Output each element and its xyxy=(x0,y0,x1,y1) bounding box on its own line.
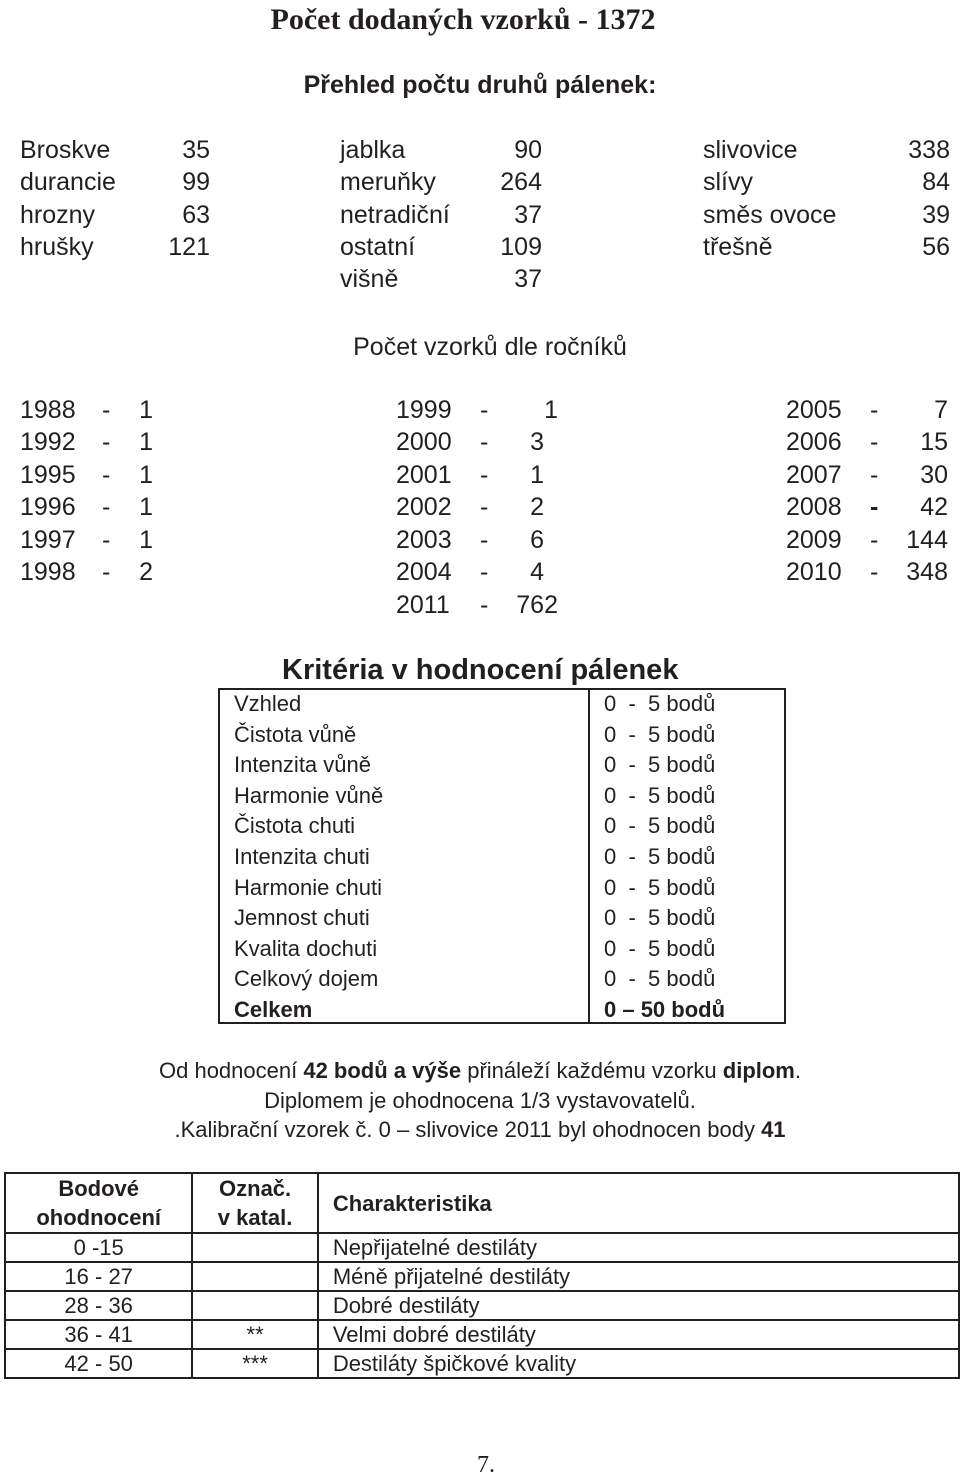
fruit-name: jablka xyxy=(340,136,406,164)
year-dash: - xyxy=(870,461,879,489)
points-range: 16 - 27 xyxy=(5,1262,192,1291)
year-count: 2 xyxy=(139,558,153,586)
criterion-points: 0 - 5 bodů xyxy=(604,722,716,747)
year-count: 3 xyxy=(530,428,544,456)
year-label: 2003 xyxy=(396,526,452,554)
fruit-name: ostatní xyxy=(340,233,416,261)
fruit-count: 109 xyxy=(500,233,542,261)
catalog-mark: *** xyxy=(192,1349,317,1378)
year-label: 2002 xyxy=(396,493,452,521)
fruit-count: 264 xyxy=(500,168,542,196)
table-row xyxy=(5,1291,959,1320)
year-label: 1988 xyxy=(20,396,76,424)
year-count: 1 xyxy=(139,396,153,424)
note-text: .Kalibrační vzorek č. 0 – slivovice 2011 byl ohodnocen body xyxy=(174,1117,762,1142)
year-label: 1992 xyxy=(20,428,76,456)
fruit-name: durancie xyxy=(20,168,116,196)
year-label: 2008 xyxy=(786,493,842,521)
year-dash: - xyxy=(870,558,879,586)
note-emphasis: 42 bodů a výše xyxy=(303,1058,462,1083)
table-row xyxy=(5,1320,959,1349)
year-count: 4 xyxy=(530,558,544,586)
characteristic: Dobré destiláty xyxy=(318,1291,959,1320)
year-count: 2 xyxy=(530,493,544,521)
criterion-name: Vzhled xyxy=(234,691,302,716)
year-dash: - xyxy=(480,558,489,586)
fruit-count: 39 xyxy=(922,201,950,229)
points-range: 36 - 41 xyxy=(5,1320,192,1349)
criterion-points: 0 - 5 bodů xyxy=(604,966,716,991)
fruit-count: 99 xyxy=(182,168,210,196)
year-label: 2011 xyxy=(396,591,450,619)
header-characteristic: Charakteristika xyxy=(318,1173,959,1233)
criteria-divider xyxy=(588,688,590,1024)
year-dash: - xyxy=(480,526,489,554)
year-label: 1999 xyxy=(396,396,452,424)
criterion-points: 0 - 5 bodů xyxy=(604,813,716,838)
characteristic: Destiláty špičkové kvality xyxy=(318,1349,959,1378)
year-dash: - xyxy=(102,461,111,489)
header-text: Bodové xyxy=(58,1176,140,1201)
year-label: 2007 xyxy=(786,461,842,489)
header-text: ohodnocení xyxy=(36,1205,161,1230)
fruit-count: 121 xyxy=(168,233,210,261)
year-count: 1 xyxy=(139,493,153,521)
table-row xyxy=(5,1349,959,1378)
year-label: 2006 xyxy=(786,428,842,456)
points-range: 0 -15 xyxy=(5,1233,192,1262)
year-dash: - xyxy=(102,428,111,456)
year-count: 348 xyxy=(906,558,948,586)
year-label: 2004 xyxy=(396,558,452,586)
note-emphasis: diplom xyxy=(722,1058,795,1083)
fruit-count: 37 xyxy=(514,201,542,229)
page-title: Počet dodaných vzorků - 1372 xyxy=(270,3,656,36)
criterion-name: Kvalita dochuti xyxy=(234,936,378,961)
criterion-name: Celkový dojem xyxy=(234,966,379,991)
year-label: 1997 xyxy=(20,526,76,554)
fruit-name: netradiční xyxy=(340,201,450,229)
year-count: 144 xyxy=(906,526,948,554)
header-text: v katal. xyxy=(217,1205,293,1230)
rating-table xyxy=(4,1172,960,1379)
criterion-points: 0 - 5 bodů xyxy=(604,691,716,716)
year-dash: - xyxy=(480,428,489,456)
year-count: 42 xyxy=(920,493,948,521)
year-dash: - xyxy=(480,396,489,424)
year-dash: - xyxy=(102,493,111,521)
year-count: 1 xyxy=(139,428,153,456)
year-label: 2000 xyxy=(396,428,452,456)
fruit-count: 90 xyxy=(514,136,542,164)
fruit-name: meruňky xyxy=(340,168,436,196)
criterion-name: Jemnost chuti xyxy=(234,905,370,930)
year-count: 1 xyxy=(530,461,544,489)
year-label: 2005 xyxy=(786,396,842,424)
criterion-name: Harmonie vůně xyxy=(234,783,384,808)
table-row xyxy=(5,1233,959,1262)
fruit-name: hrušky xyxy=(20,233,94,261)
characteristic: Velmi dobré destiláty xyxy=(318,1320,959,1349)
year-label: 2009 xyxy=(786,526,842,554)
diploma-share-note: Diplomem je ohodnocena 1/3 vystavovatelů. xyxy=(264,1088,696,1113)
catalog-mark xyxy=(192,1233,317,1262)
characteristic: Méně přijatelné destiláty xyxy=(318,1262,959,1291)
criterion-points: 0 - 5 bodů xyxy=(604,752,716,777)
fruit-count: 338 xyxy=(908,136,950,164)
criterion-name: Harmonie chuti xyxy=(234,875,382,900)
fruit-name: Broskve xyxy=(20,136,111,164)
header-points xyxy=(5,1173,192,1233)
criteria-heading: Kritéria v hodnocení pálenek xyxy=(282,654,679,686)
year-label: 2010 xyxy=(786,558,842,586)
criteria-total-label: Celkem xyxy=(234,997,313,1022)
note-text: . xyxy=(794,1058,801,1083)
year-dash: - xyxy=(102,396,111,424)
year-label: 1998 xyxy=(20,558,76,586)
table-row xyxy=(5,1262,959,1291)
year-count: 30 xyxy=(920,461,948,489)
fruit-name: slívy xyxy=(703,168,753,196)
header-text: Označ. xyxy=(219,1176,292,1201)
note-emphasis: 41 xyxy=(761,1117,786,1142)
criterion-name: Čistota vůně xyxy=(234,722,357,747)
year-count: 1 xyxy=(139,526,153,554)
year-dash: - xyxy=(870,526,879,554)
fruit-name: směs ovoce xyxy=(703,201,837,229)
fruit-count: 35 xyxy=(182,136,210,164)
points-range: 42 - 50 xyxy=(5,1349,192,1378)
year-dash: - xyxy=(870,428,879,456)
year-label: 2001 xyxy=(396,461,452,489)
year-count: 1 xyxy=(139,461,153,489)
criterion-points: 0 - 5 bodů xyxy=(604,783,716,808)
year-dash: - xyxy=(102,558,111,586)
criterion-points: 0 - 5 bodů xyxy=(604,905,716,930)
year-count: 1 xyxy=(544,396,558,424)
criterion-name: Intenzita chuti xyxy=(234,844,370,869)
note-text: přináleží každému vzorku xyxy=(461,1058,723,1083)
criterion-points: 0 - 5 bodů xyxy=(604,844,716,869)
criterion-points: 0 - 5 bodů xyxy=(604,936,716,961)
fruit-count: 84 xyxy=(922,168,950,196)
calibration-note xyxy=(0,1115,960,1145)
year-count: 762 xyxy=(516,591,558,619)
fruit-name: višně xyxy=(340,265,399,293)
characteristic: Nepřijatelné destiláty xyxy=(318,1233,959,1262)
year-dash: - xyxy=(480,461,489,489)
catalog-mark xyxy=(192,1291,317,1320)
year-dash: - xyxy=(870,493,879,521)
year-dash: - xyxy=(870,396,879,424)
fruit-count: 56 xyxy=(922,233,950,261)
fruit-overview-heading: Přehled počtu druhů pálenek: xyxy=(303,71,657,99)
note-text: Od hodnocení xyxy=(159,1058,304,1083)
year-count: 7 xyxy=(934,396,948,424)
year-count: 15 xyxy=(920,428,948,456)
fruit-name: hrozny xyxy=(20,201,96,229)
year-label: 1995 xyxy=(20,461,76,489)
fruit-name: slivovice xyxy=(703,136,798,164)
fruit-count: 37 xyxy=(514,265,542,293)
year-dash: - xyxy=(480,591,489,619)
points-range: 28 - 36 xyxy=(5,1291,192,1320)
catalog-mark: ** xyxy=(192,1320,317,1349)
criteria-total-points: 0 – 50 bodů xyxy=(604,997,726,1022)
header-mark xyxy=(192,1173,317,1233)
year-dash: - xyxy=(480,493,489,521)
year-label: 1996 xyxy=(20,493,76,521)
fruit-name: třešně xyxy=(703,233,773,261)
criterion-name: Čistota chuti xyxy=(234,813,356,838)
page-number: 7. xyxy=(477,1452,495,1478)
year-dash: - xyxy=(102,526,111,554)
years-heading: Počet vzorků dle ročníků xyxy=(353,333,627,361)
year-count: 6 xyxy=(530,526,544,554)
fruit-count: 63 xyxy=(182,201,210,229)
table-header-row xyxy=(5,1173,959,1233)
catalog-mark xyxy=(192,1262,317,1291)
criterion-name: Intenzita vůně xyxy=(234,752,371,777)
diploma-note xyxy=(0,1056,960,1086)
criterion-points: 0 - 5 bodů xyxy=(604,875,716,900)
